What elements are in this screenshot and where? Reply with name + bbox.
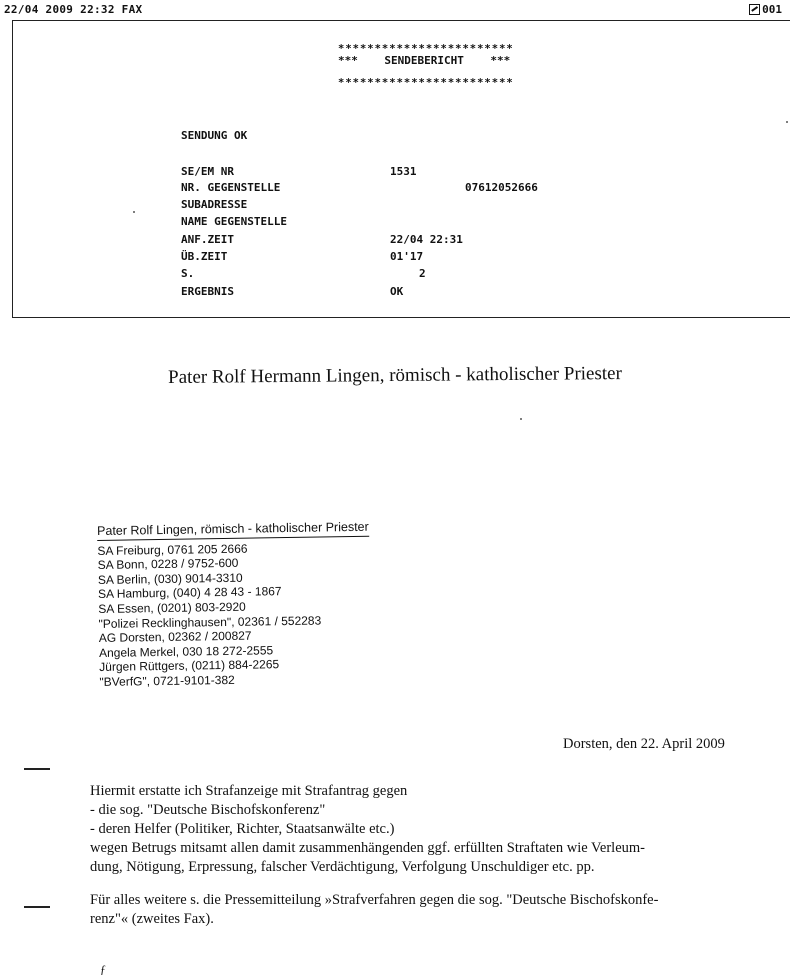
body-line: dung, Nötigung, Erpressung, falscher Verdächtigung, Verfolgung Unschuldiger etc. pp. [90, 859, 595, 875]
letter-body [90, 782, 780, 929]
place-date: Dorsten, den 22. April 2009 [563, 736, 725, 752]
address-block-title: Pater Rolf Lingen, römisch - katholischer Priester [97, 520, 369, 541]
handwritten-mark: ƒ [100, 962, 106, 976]
transmission-report [12, 20, 790, 318]
closing-line: Für alles weitere s. die Pressemitteilung »Strafverfahren gegen die sog. "Deutsche Bischofskonfe- [90, 892, 659, 908]
report-value-ergebnis: OK [390, 285, 404, 298]
report-value-ueb-zeit: 01'17 [390, 250, 424, 263]
body-line: - deren Helfer (Politiker, Richter, Staatsanwälte etc.) [90, 821, 395, 837]
body-line: - die sog. "Deutsche Bischofskonferenz" [90, 802, 326, 818]
address-line: SA Bonn, 0228 / 9752-600 [97, 555, 239, 573]
report-label-ergebnis: ERGEBNIS [181, 285, 234, 298]
fax-page-number-text: 001 [762, 3, 782, 16]
report-value-seem-nr: 1531 [390, 165, 417, 178]
fold-mark [24, 906, 50, 908]
address-line: SA Freiburg, 0761 205 2666 [97, 541, 248, 558]
report-status: SENDUNG OK [181, 129, 248, 142]
report-label-seem-nr: SE/EM NR [181, 165, 234, 178]
report-value-anf-zeit: 22/04 22:31 [390, 233, 463, 246]
report-value-nr-gegenstelle: 07612052666 [465, 181, 538, 194]
scan-speck [520, 418, 522, 420]
recipient-address-block [97, 520, 371, 690]
report-stars-bottom: ************************ [338, 77, 514, 89]
fax-page-number [749, 3, 782, 16]
closing-line: renz"« (zweites Fax). [90, 911, 214, 927]
address-line: "Polizei Recklinghausen", 02361 / 552283 [98, 613, 322, 631]
report-title: *** SENDEBERICHT *** [338, 54, 511, 67]
address-line: SA Hamburg, (040) 4 28 43 - 1867 [97, 584, 282, 602]
body-line: Hiermit erstatte ich Strafanzeige mit Strafantrag gegen [90, 783, 408, 799]
address-line: Angela Merkel, 030 18 272-2555 [98, 642, 274, 660]
fax-page-icon [749, 4, 760, 15]
report-value-seiten: 2 [419, 267, 426, 280]
report-label-name-gegenstelle: NAME GEGENSTELLE [181, 215, 287, 228]
report-label-nr-gegenstelle: NR. GEGENSTELLE [181, 181, 281, 194]
scan-speck [133, 211, 135, 213]
fax-timestamp: 22/04 2009 22:32 FAX [4, 3, 143, 16]
address-line: AG Dorsten, 02362 / 200827 [98, 628, 252, 646]
fold-mark [24, 768, 50, 770]
address-line: SA Berlin, (030) 9014-3310 [97, 570, 243, 587]
report-label-seiten: S. [181, 267, 195, 280]
address-line: Jürgen Rüttgers, (0211) 884-2265 [99, 657, 280, 675]
scan-speck [786, 121, 788, 123]
address-line: "BVerfG", 0721-9101-382 [99, 672, 235, 689]
report-label-anf-zeit: ANF.ZEIT [181, 233, 234, 246]
letter-heading: Pater Rolf Hermann Lingen, römisch - katholischer Priester [168, 363, 622, 388]
body-line: wegen Betrugs mitsamt allen damit zusammenhängenden ggf. erfüllten Straftaten wie Verleum- [90, 840, 645, 856]
report-label-subadresse: SUBADRESSE [181, 198, 248, 211]
report-stars-top: ************************ [338, 43, 514, 55]
report-label-ueb-zeit: ÜB.ZEIT [181, 250, 228, 263]
address-line: SA Essen, (0201) 803-2920 [98, 599, 246, 616]
